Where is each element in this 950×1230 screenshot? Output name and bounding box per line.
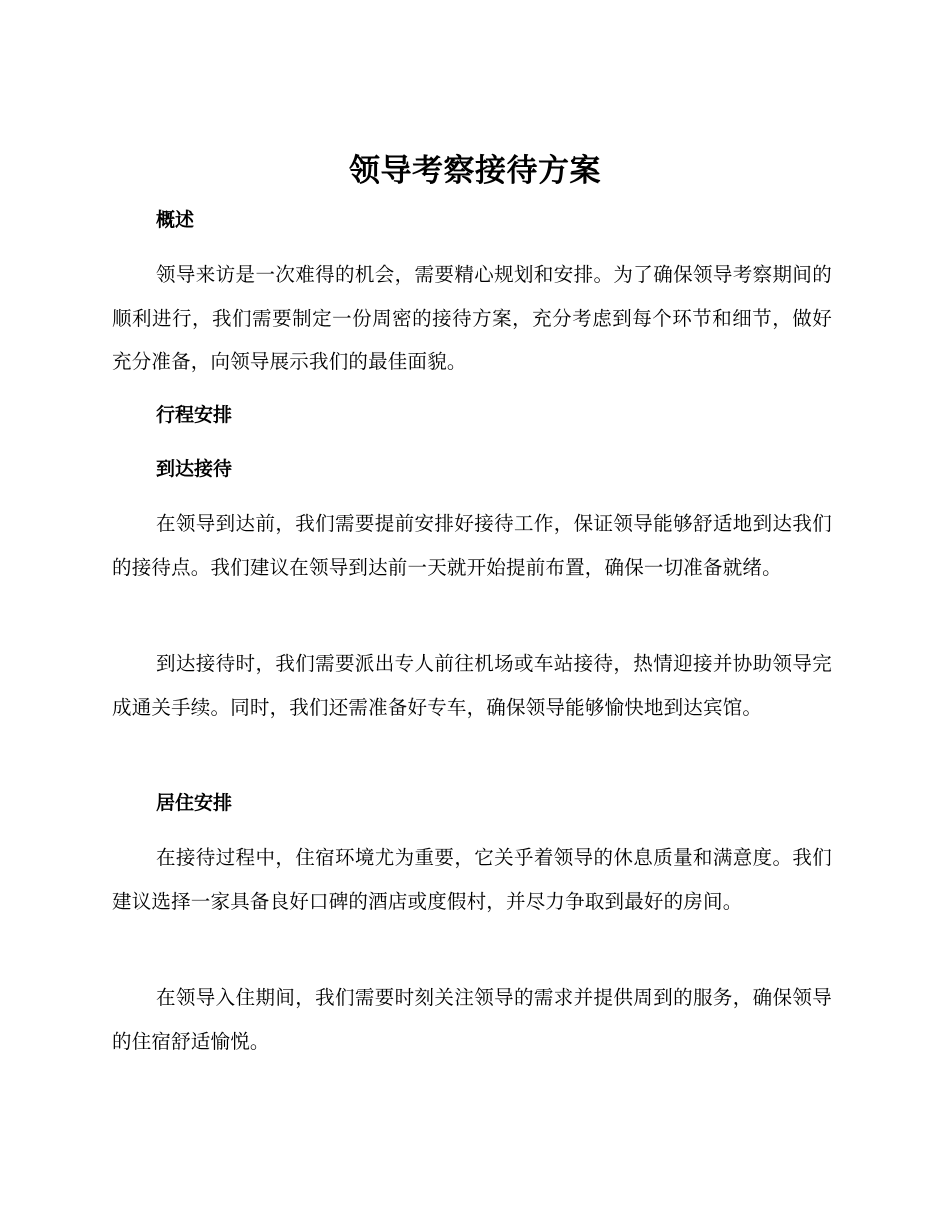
paragraph-arrival-1: 在领导到达前，我们需要提前安排好接待工作，保证领导能够舒适地到达我们的接待点。我们建议在领导到达前一天就开始提前布置，确保一切准备就绪。 (112, 512, 832, 579)
heading-arrival: 到达接待 (156, 458, 233, 480)
paragraph-arrival-2: 到达接待时，我们需要派出专人前往机场或车站接待，热情迎接并协助领导完成通关手续。同时，我们还需准备好专车，确保领导能够愉快地到达宾馆。 (112, 652, 832, 719)
heading-overview: 概述 (156, 209, 195, 231)
paragraph-accommodation-2: 在领导入住期间，我们需要时刻关注领导的需求并提供周到的服务，确保领导的住宿舒适愉悦。 (112, 986, 832, 1053)
paragraph-overview: 领导来访是一次难得的机会，需要精心规划和安排。为了确保领导考察期间的顺利进行，我们需要制定一份周密的接待方案，充分考虑到每个环节和细节，做好充分准备，向领导展示我们的最佳面貌。 (112, 263, 832, 373)
heading-itinerary: 行程安排 (156, 404, 233, 426)
document-title: 领导考察接待方案 (349, 153, 601, 189)
heading-accommodation: 居住安排 (156, 792, 233, 814)
paragraph-accommodation-1: 在接待过程中，住宿环境尤为重要，它关乎着领导的休息质量和满意度。我们建议选择一家具备良好口碑的酒店或度假村，并尽力争取到最好的房间。 (112, 846, 832, 913)
